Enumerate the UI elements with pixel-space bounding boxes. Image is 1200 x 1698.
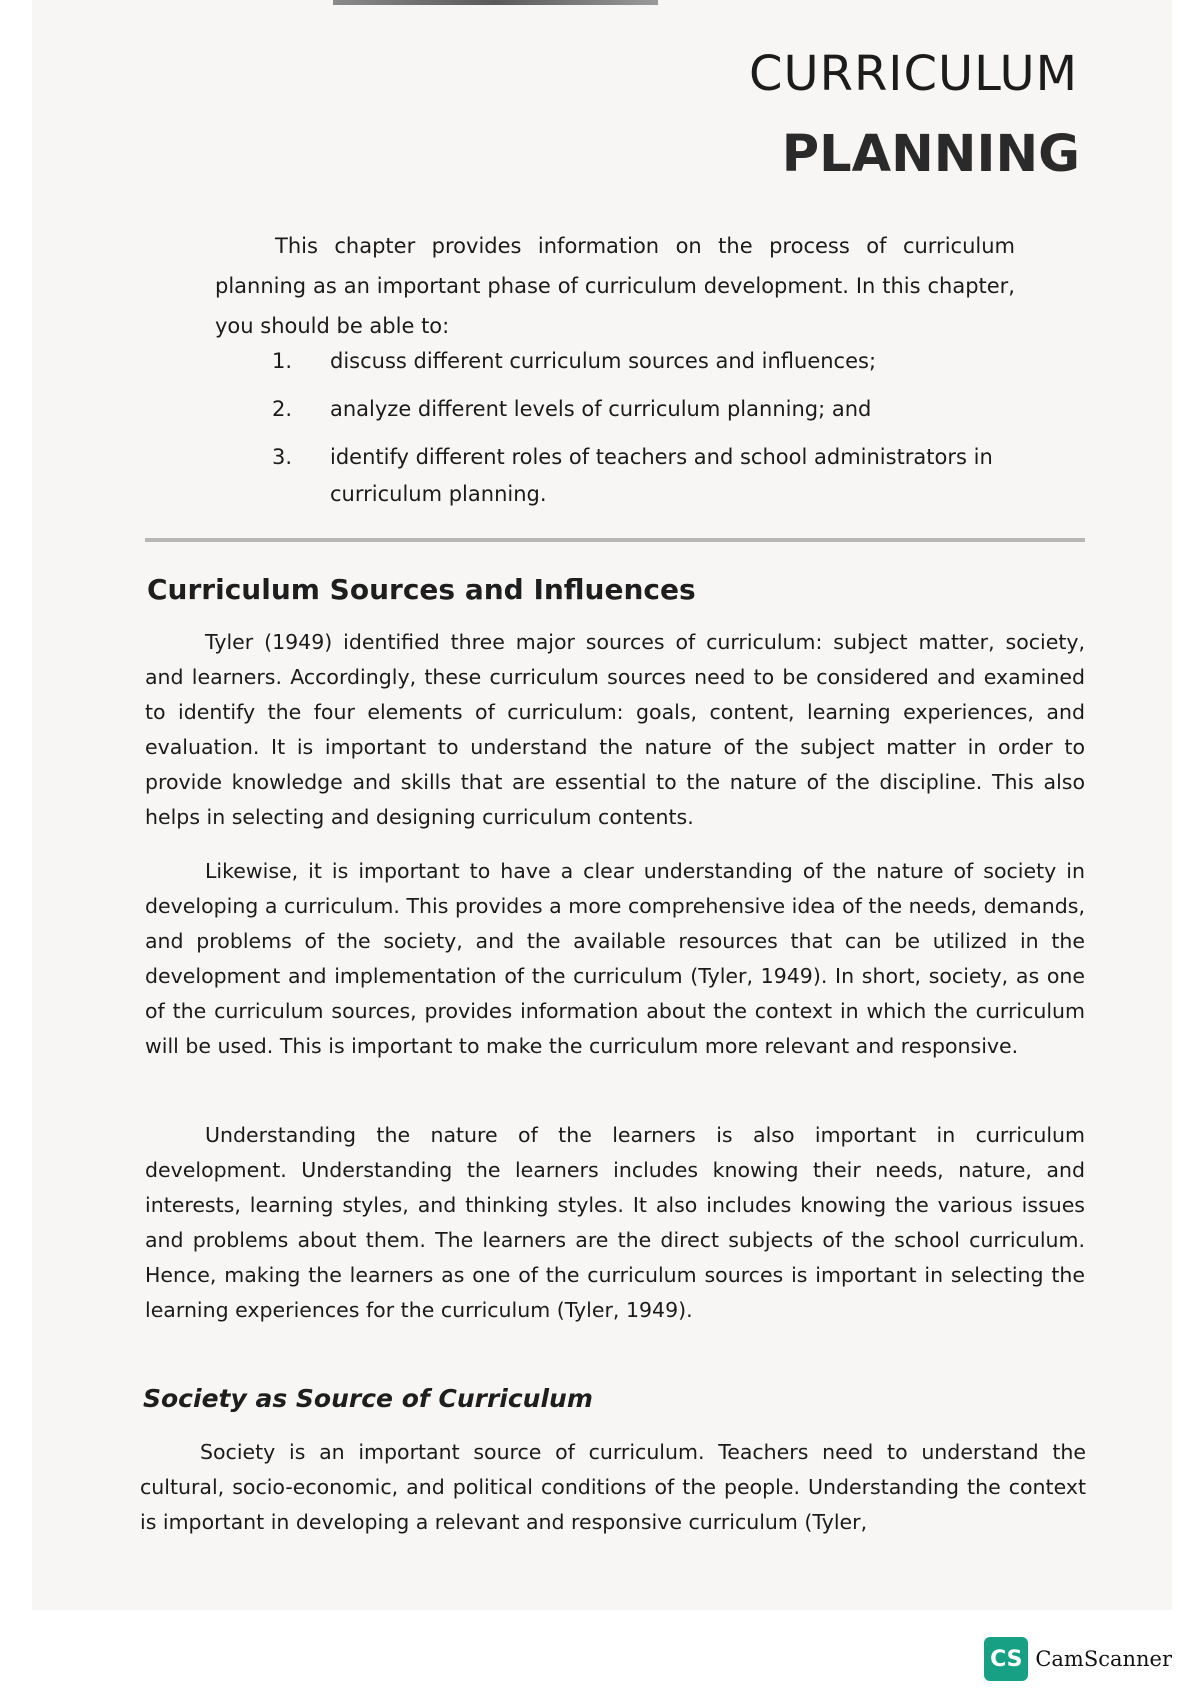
objectives-list (272, 343, 1017, 524)
section-paragraph: Likewise, it is important to have a clear understanding of the nature of society in developing a curriculum. This provides a more comprehensive idea of the needs, demands, and problems of the society, and the available resources that can be utilized in the development and implementation of the curriculum (Tyler, 1949). In short, society, as one of the curriculum sources, provides information about the context in which the curriculum will be used. This is important to make the curriculum more relevant and responsive. (145, 859, 1085, 1058)
objective-number: 2. (272, 397, 293, 421)
objective-number: 3. (272, 445, 293, 469)
chapter-title-line2: PLANNING (781, 125, 1080, 184)
section-divider (145, 538, 1085, 542)
objective-item (272, 391, 1017, 428)
chapter-title-line1: CURRICULUM (748, 46, 1078, 102)
objective-item (272, 343, 1017, 380)
section-heading: Curriculum Sources and Influences (147, 573, 696, 606)
objective-item (272, 439, 1017, 513)
objective-text: discuss different curriculum sources and influences; (330, 349, 877, 373)
camscanner-label: CamScanner (1035, 1647, 1172, 1671)
objective-number: 1. (272, 349, 293, 373)
subsection-heading: Society as Source of Curriculum (143, 1384, 593, 1413)
section-paragraph: Understanding the nature of the learners is also important in curriculum development. Understanding the learners includes knowing their needs, nature, and interests, learning styles, and thinking styles. It also includes knowing the various issues and problems about them. The learners are the direct subjects of the school curriculum. Hence, making the learners as one of the curriculum sources is important in selecting the learning experiences for the curriculum (Tyler, 1949). (145, 1123, 1085, 1322)
camscanner-watermark (984, 1637, 1172, 1681)
section-paragraph: Tyler (1949) identified three major sources of curriculum: subject matter, society, and learners. Accordingly, these curriculum sources need to be considered and examined to identify the four elements of curriculum: goals, content, learning experiences, and evaluation. It is important to understand the nature of the subject matter in order to provide knowledge and skills that are essential to the nature of the discipline. This also helps in selecting and designing curriculum contents. (145, 630, 1085, 829)
subsection-paragraph: Society is an important source of curriculum. Teachers need to understand the cultural, socio-economic, and political conditions of the people. Understanding the context is important in developing a relevant and responsive curriculum (Tyler, (140, 1440, 1086, 1534)
top-decorative-bar (333, 0, 658, 5)
camscanner-logo-icon: CS (984, 1637, 1028, 1681)
objective-text: identify different roles of teachers and school administrators in curriculum planning. (330, 445, 993, 506)
objective-text: analyze different levels of curriculum planning; and (330, 397, 872, 421)
intro-paragraph: This chapter provides information on the process of curriculum planning as an important phase of curriculum development. In this chapter, you should be able to: (215, 234, 1015, 338)
